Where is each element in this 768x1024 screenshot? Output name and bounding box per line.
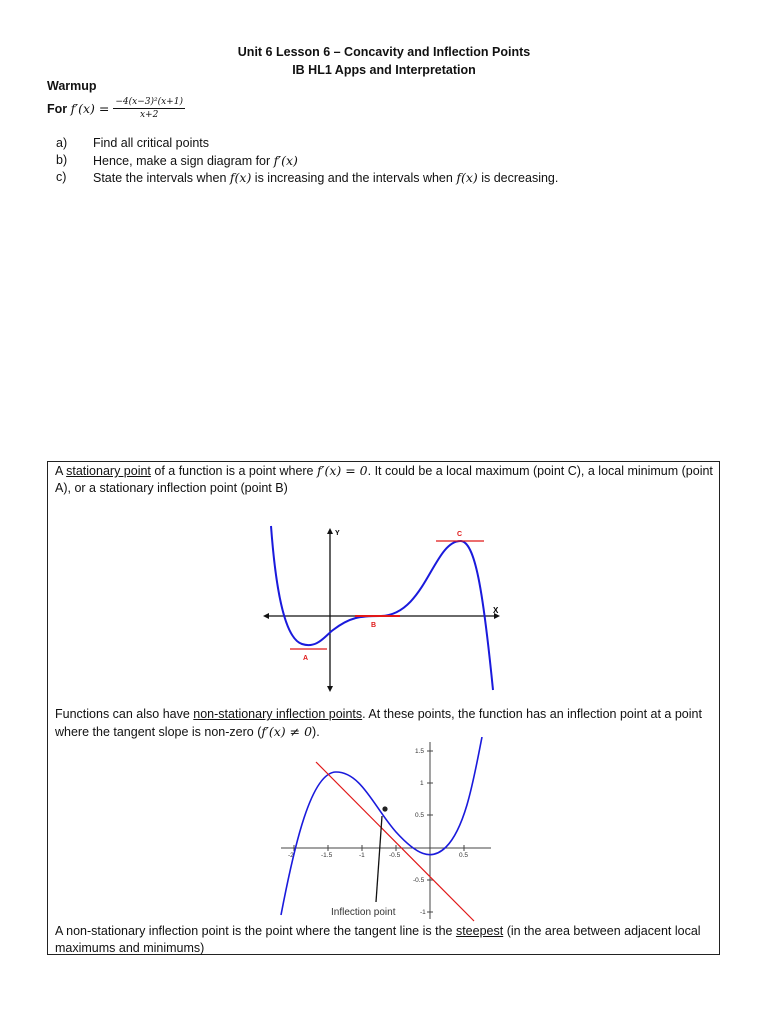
steepest-point-paragraph: A non-stationary inflection point is the point where the tangent line is the steepest (in the area between adjacent local maximums and minimums)	[55, 924, 701, 955]
x-axis-label: X	[493, 606, 499, 615]
x-tick-label: -1.5	[321, 852, 333, 859]
x-tick-label: -0.5	[389, 852, 401, 859]
page-subtitle: IB HL1 Apps and Interpretation	[292, 63, 476, 77]
y-axis-arrow-up	[327, 528, 333, 534]
x-tick-label: 0.5	[459, 852, 469, 859]
question-item	[56, 169, 558, 186]
point-a-label: A	[303, 655, 309, 662]
non-stationary-term: non-stationary inflection points	[193, 707, 363, 721]
y-tick-label: 1.5	[415, 748, 425, 755]
warmup-heading: Warmup	[47, 79, 97, 93]
for-label: For	[47, 101, 68, 116]
question-text: Hence, make a sign diagram for f′(x)	[93, 153, 298, 168]
stationary-points-graph	[255, 520, 505, 695]
question-text: Find all critical points	[93, 136, 210, 150]
stationary-point-paragraph: A stationary point of a function is a point where f′(x) = 0. It could be a local maximum (point C), a local minimum (point A), or a stationary inflection point (point B)	[55, 463, 713, 495]
y-tick-label: -0.5	[413, 877, 425, 884]
question-item	[56, 135, 558, 152]
y-tick-label: -1	[420, 909, 426, 916]
fraction-denominator: x+2	[139, 110, 159, 120]
question-text: State the intervals when f(x) is increasing and the intervals when f(x) is decreasing.	[93, 170, 559, 185]
fraction-numerator: −4(x−3)²(x+1)	[115, 97, 183, 107]
inflection-point-marker	[382, 806, 387, 811]
x-tick-label: -1	[359, 852, 365, 859]
y-axis-label: Y	[335, 530, 340, 537]
question-label: b)	[56, 153, 68, 167]
stationary-point-term: stationary point	[66, 464, 151, 478]
derivative-fraction	[113, 97, 185, 120]
non-stationary-paragraph: Functions can also have non-stationary inflection points. At these points, the function has an inflection point at a point where the tangent slope is non-zero (f′(x) ≠ 0).	[55, 707, 702, 739]
question-list	[56, 135, 558, 186]
question-label: c)	[56, 170, 67, 184]
fprime-label: f′(x) =	[70, 101, 110, 116]
y-tick-label: 1	[420, 780, 424, 787]
y-axis-arrow-down	[327, 686, 333, 692]
point-c-label: C	[457, 531, 463, 538]
question-item	[56, 152, 558, 169]
question-label: a)	[56, 136, 68, 150]
inflection-point-annotation: Inflection point	[331, 907, 396, 918]
point-b-label: B	[371, 622, 377, 629]
x-tick-label: -2	[288, 852, 294, 859]
annotation-pointer	[376, 816, 382, 902]
steepest-term: steepest	[455, 924, 504, 938]
derivative-definition	[47, 97, 185, 120]
x-axis-arrow-left	[263, 613, 269, 619]
page-title: Unit 6 Lesson 6 – Concavity and Inflection Points	[237, 45, 531, 59]
cubic-curve	[271, 526, 493, 690]
y-tick-label: 0.5	[415, 812, 425, 819]
inflection-point-graph	[276, 737, 498, 923]
